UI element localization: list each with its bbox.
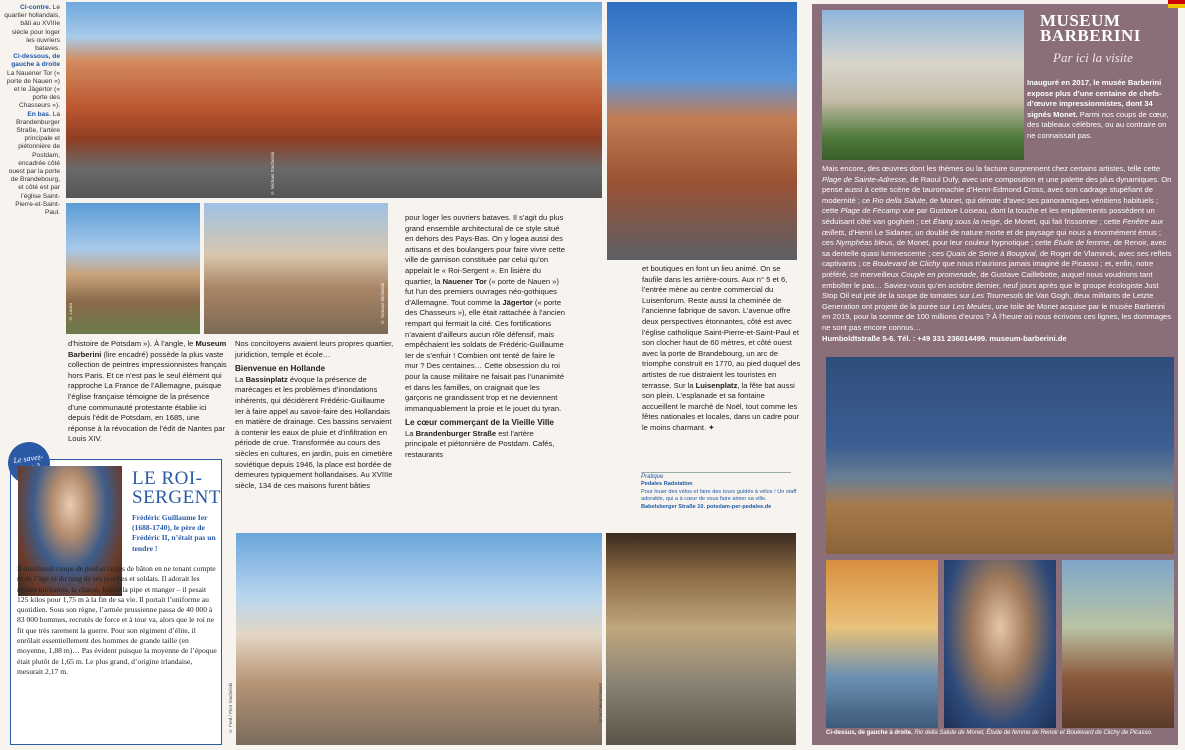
- body-bold: Bassinplatz: [245, 374, 288, 384]
- body-bold: Nauener Tor: [442, 276, 487, 286]
- artwork-title: Couple en promenade: [900, 269, 977, 279]
- painting-rio-della-salute: [826, 560, 938, 728]
- body-text: vue par Gustave Loiseau, dont la touche et les empâtements possèdent un séduisant côté van goghien ; cet: [822, 206, 1155, 226]
- artwork-title: Fenêtre aux œillets: [822, 216, 1164, 237]
- artwork-title: Les Meules: [952, 301, 992, 311]
- body-text: , de Roger de Vlaminck, avec ses reflets captivants ; ce: [822, 248, 1172, 269]
- photo-credit: © M.Cakan/Kleinitz: [598, 683, 603, 724]
- caption-label: Ci-contre.: [20, 4, 51, 11]
- painting-boulevard-de-clichy: [1062, 560, 1174, 728]
- artwork-title: Les Tournesols: [971, 291, 1024, 301]
- practical-desc: Pour louer des vélos et faire des tours guidés à vélos ! Un staff adorable, qui a à cœur de vous faire aimer sa ville.: [641, 488, 797, 503]
- body-text: que nous n’aurions jamais imaginé de Picasso ; et, enfin, notre préféré, ce merveilleux: [822, 259, 1154, 279]
- body-text: , de Monet, pour leur couleur hypnotique ; cette: [892, 238, 1054, 248]
- caption-text: La Brandenburger Straße, l’artère principale et piétonnière de Postdam, encadrée côté ouest par la porte de Brandebourg, et côté est par l’église Saint-Pierre-et-Saint-Paul.: [8, 110, 60, 217]
- body-text: est l’artère principale et piétonnière de Postdam. Cafés, restaurants: [405, 428, 555, 460]
- museum-subtitle: Par ici la visite: [1053, 50, 1133, 65]
- section-heading: Bienvenue en Hollande: [235, 364, 326, 374]
- article-col-4: [642, 264, 802, 434]
- flag-tab: [1168, 0, 1185, 8]
- body-text: de Van Gogh, deux militants de Letzte Generation ont projeté de la purée sur: [822, 291, 1154, 311]
- body-text: Mais encore, des œuvres dont les thèmes ou la facture surprennent chez certains artistes, telle cette: [822, 164, 1161, 173]
- museum-caption: [826, 729, 1176, 737]
- body-text: , de Raoul Dufy, avec une composition et une palette des plus dynamiques. On pense aussi à cette scène de tauromachie d’Henri-Edmond Cross, avec son cadrage stupéfiant de modernité ; ce: [822, 174, 1172, 205]
- caption-text: Rio della Salute de Monet, Étude de femme de Renoir et Boulevard de Clichy de Picasso.: [912, 730, 1153, 736]
- body-text: évoque la présence de marécages et les problèmes d’inondations inhérents, qui décidèrent Frédéric-Guillaume Ier à faire appel au savoir-faire des Hollandais en matière de drainage. Ces bassins servaient à contenir les eaux de pluie et d’infiltration en période de crue. Transformée au cours des siècles en cultures, en jardin, puis en cimetière soviétique depuis 1946, la place est bordée de demeures typiquement hollandaises. Au XVIIIe siècle, 134 de ces maisons furent bâties: [235, 374, 393, 490]
- caption-text: La Nauener Tor (« porte de Nauen ») et le Jägertor (« porte des Chasseurs »).: [6, 69, 60, 110]
- museum-lead: [1027, 78, 1173, 142]
- sidebar-lead: Frédéric Guillaume Ier (1688-1740), le père de Frédéric II, n’était pas un tendre !: [132, 513, 216, 553]
- body-text: , la fête bat aussi son plein. L’esplanade et sa fontaine accueillent le marché de Noël, tout comme les fêtes nationales et locales, dans un cadre pour le moins charmant. ✦: [642, 380, 800, 432]
- caption-text: Le quartier hollandais, bâti au XVIIIe siècle pour loger les ouvriers bataves.: [4, 4, 60, 53]
- museum-lead-text: Parmi nos coups de cœur, des tableaux célèbres, ou au contraire on ne connaissait pas.: [1027, 109, 1169, 140]
- section-heading: Le cœur commerçant de la Vieille Ville: [405, 418, 554, 428]
- body-bold: Museum Barberini: [68, 339, 227, 359]
- photo-brandenburger-strasse: [228, 533, 602, 745]
- body-text: La: [235, 374, 246, 384]
- body-text: (« porte de Nauen ») fut l’un des premiers ouvrages néo-gothiques d’Allemagne. Tout comme la: [405, 276, 559, 307]
- caption-label: En bas.: [27, 110, 51, 118]
- savez-vous-badge: Le savez-vous: [5, 439, 52, 486]
- artwork-title: Nymphéas bleus: [835, 238, 893, 248]
- caption-label: Ci-dessous, de gauche à droite: [11, 53, 60, 69]
- body-text: d’histoire de Potsdam »). À l’angle, le: [68, 339, 196, 348]
- left-captions: [4, 4, 60, 217]
- artwork-title: Quais de Seine à Bougival: [946, 248, 1036, 258]
- article-col-2: [235, 339, 395, 491]
- body-bold: Jägertor: [502, 297, 533, 307]
- practical-label: Pratique: [641, 474, 664, 480]
- practical-address: Babelsberger Straße 10. potsdam-per-pedales.de: [641, 503, 772, 510]
- photo-dutch-quarter: [66, 2, 602, 198]
- body-text: , de Monet, qui dénote d’avec ses panoramiques vénitiens habituels ; cette: [822, 195, 1159, 216]
- body-text: , de Monet, qui fait frissonner ; cette: [999, 216, 1123, 226]
- body-bold: Brandenburger Straße: [415, 428, 497, 438]
- practical-info: [641, 474, 801, 511]
- body-text: , d’Henri Le Sidaner, un doublé de nature morte et de paysage qui nous a énormément émus ; ces: [822, 227, 1161, 248]
- body-text: (« porte des Chasseurs »), elle était rattachée à l’ancien rempart qui fermait la cité. Ces fortifications n’avaient d’ailleurs aucun rôle défensif, mais empêchaient les soldats de Frédéric-Guillaume Ier de s’enfuir ! Combien ont tenté de faire le mur ? Des centaines… Cette obsession du roi pour la cause militaire ne faisait pas l’unanimité et dans les familles, on craignait que les garçons ne grandissent trop et ne deviennent immanquablement la proie et le jouet du tyran.: [405, 297, 565, 413]
- painting-etude-de-femme: [944, 560, 1056, 728]
- body-text: (lire encadré) possède la plus vaste collection de peintres impressionnistes français hors Paris. Et ce n’est pas le seul élément qui rapproche La France de l’Allemagne, puisque l’église française témoigne de la présence d’une communauté protestante établie ici depuis l’édit de Potsdam, en 1685, une réponse à la révocation de l’édit de Nantes par Louis XIV.: [68, 349, 227, 444]
- body-text: , de Renoir, avec sa dentelle quasi luminescente ; ces: [822, 238, 1167, 258]
- museum-address: Humboldtstraße 5-6. Tél. : +49 331 236014499.: [822, 333, 990, 343]
- museum-title: MUSEUM BARBERINI: [1040, 11, 1141, 45]
- photo-credit: © Fred / Piotr Stachelski: [228, 683, 233, 734]
- photo-jaegertor: [204, 203, 388, 334]
- photo-credit: © Michael Stachelski: [270, 152, 275, 196]
- photo-church: [607, 2, 797, 260]
- body-text: Nos concitoyens avaient leurs propres quartier, juridiction, temple et école…: [235, 339, 394, 359]
- photo-credit: © Laura: [68, 303, 73, 321]
- museum-lead-bold: Inauguré en 2017, le musée Barberini expose plus d’une centaine de chefs-d’œuvre impressionnistes, dont 34 signés Monet.: [1027, 78, 1162, 119]
- photo-credit: © Tomasz Michalski: [380, 283, 385, 325]
- artwork-title: Boulevard de Clichy: [872, 259, 941, 269]
- photo-gallery-room: [826, 357, 1174, 554]
- artwork-title: Plage de Sainte-Adresse: [822, 174, 907, 184]
- sidebar-body: Il distribuait coups de pied et coups de bâton en ne tenant compte ni de l’âge ni du rang de ses proches et soldats. Il adorait les revues militaires, la chasse, fumer la pipe et manger – il pesait 125 kilos pour 1,75 m à la fin de sa vie. Il portait l’uniforme au quotidien. Sous son règne, l’armée prussienne passa de 40 000 à 83 000 hommes, recrutés de force et à tour va, alors que le roi ne fit que très rarement la guerre. Pour son régiment d’élite, il enrôlait essentiellement des hommes de grande taille (en moyenne, 1,88 m)… Pas évident puisque la moyenne de l’époque était plutôt de 1,65 m. Le plus grand, d’origine irlandaise, mesurait 2,17 m.: [17, 564, 217, 676]
- sidebar-title: LE ROI-SERGENT: [132, 468, 221, 508]
- artwork-title: Rio della Salute: [872, 195, 926, 205]
- photo-courtyard: [598, 533, 796, 745]
- body-text: et boutiques en font un lieu animé. On se faufile dans les arrière-cours. Aux n° 5 et 6, l’entrée mène au centre commercial du Luisenforum. Reste aussi la cheminée de l’ancienne fabrique de savon. L’avenue offre deux perspectives étonnantes, côté est avec l’église catholique Saint-Pierre-et-Saint-Paul et son clocher haut de 60 mètres, et côté ouest avec la porte de Brandebourg, un arc de triomphe construit en 1770, au pied duquel des artistes de rue distraient les touristes en terrasse. Sur la: [642, 264, 801, 390]
- photo-museum-building: [822, 10, 1024, 160]
- museum-body: [822, 164, 1174, 344]
- caption-label: Ci-dessus, de gauche à droite.: [826, 730, 913, 736]
- body-text: , de Gustave Caillebotte, auquel nous voudrions tant emboîter le pas… Saviez-vous qu’en octobre dernier, neuf jours après que le groupe écologiste Just Stop Oil eut jeté de la soupe de tomates sur: [822, 269, 1159, 301]
- article-col-3: [405, 213, 567, 461]
- body-bold: Luisenplatz: [695, 380, 738, 390]
- article-col-1: [68, 339, 228, 445]
- museum-website[interactable]: museum-barberini.de: [989, 333, 1067, 343]
- body-text: , une toile de Monet acquise par le musée Barberini en 2019, pour la somme de 100 millions d’euros ? À l’heure où nous écrivons ces lignes, les dommages ne sont pas encore connus…: [822, 301, 1172, 332]
- divider: [641, 472, 791, 473]
- photo-nauener-tor: [66, 203, 200, 334]
- body-text: pour loger les ouvriers bataves. Il s’agit du plus grand ensemble architectural de ce style situé en dehors des Pays-Bas. On y logea aussi des artisans et des boulangers pour faire vivre cette ville de garnison constituée par celui qu’on appelait le « Roi-Sergent ». En lisière du quartier, la: [405, 213, 565, 286]
- artwork-title: Étang sous la neige: [933, 216, 1000, 226]
- body-text: La: [405, 428, 416, 438]
- practical-name: Pedales Radstation: [641, 481, 693, 488]
- artwork-title: Étude de femme: [1053, 238, 1110, 248]
- artwork-title: Plage de Fécamp: [840, 206, 901, 216]
